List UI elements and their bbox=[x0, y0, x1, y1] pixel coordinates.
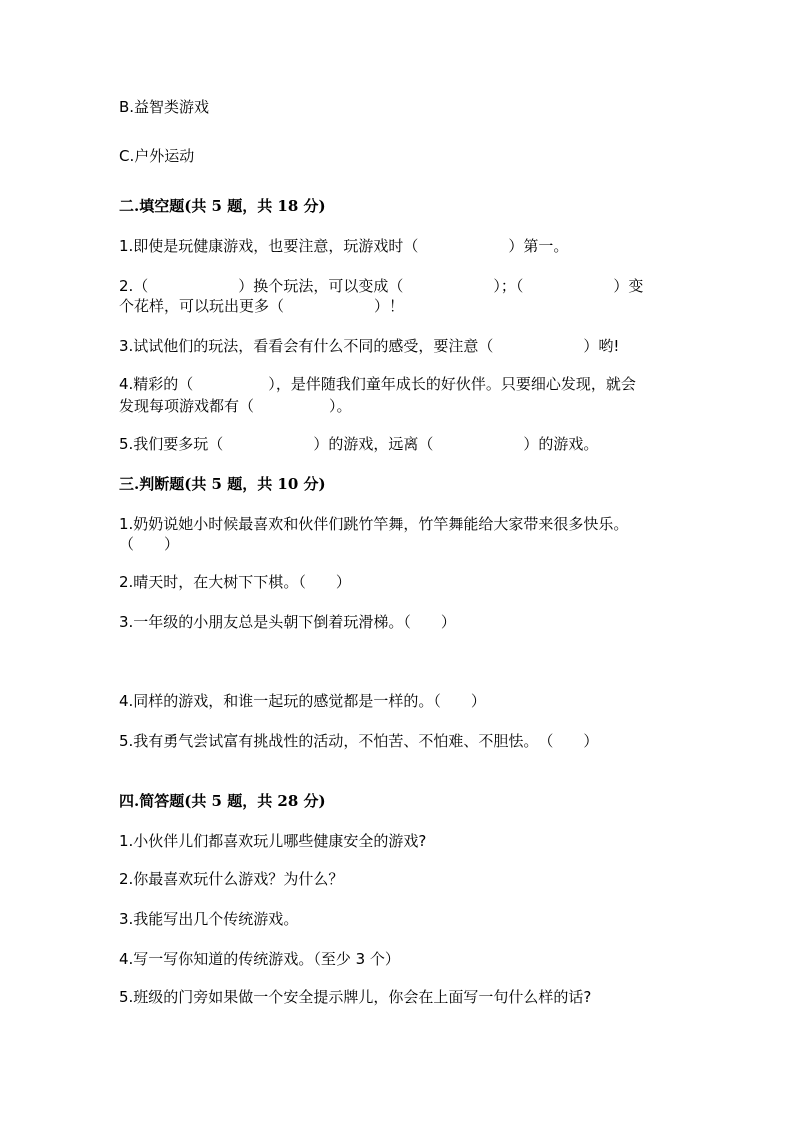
judge-question-5: 5.我有勇气尝试富有挑战性的活动，不怕苦、不怕难、不胆怯。 （ ） bbox=[119, 732, 599, 750]
short-question-5: 5.班级的门旁如果做一个安全提示牌儿，你会在上面写一句什么样的话? bbox=[119, 988, 592, 1006]
fill-question-4-line-2: 发现每项游戏都有（ ）。 bbox=[119, 397, 352, 415]
fill-question-3: 3.试试他们的玩法，看看会有什么不同的感受，要注意（ ）哟! bbox=[119, 337, 620, 355]
fill-question-1: 1.即使是玩健康游戏，也要注意，玩游戏时（ ）第一。 bbox=[119, 237, 569, 255]
fill-question-5: 5.我们要多玩（ ）的游戏，远离（ ）的游戏。 bbox=[119, 435, 599, 453]
option-b: B.益智类游戏 bbox=[119, 98, 210, 116]
section-heading-true-false: 三.判断题(共 5 题，共 10 分) bbox=[119, 475, 326, 493]
short-question-3: 3.我能写出几个传统游戏。 bbox=[119, 910, 299, 928]
option-c: C.户外运动 bbox=[119, 147, 195, 165]
short-question-4: 4.写一写你知道的传统游戏。（至少 3 个） bbox=[119, 950, 400, 968]
fill-question-4-line-1: 4.精彩的（ ），是伴随我们童年成长的好伙伴。只要细心发现，就会 bbox=[119, 375, 636, 393]
judge-question-2: 2.晴天时，在大树下下棋。（ ） bbox=[119, 573, 351, 591]
judge-question-3: 3.一年级的小朋友总是头朝下倒着玩滑梯。（ ） bbox=[119, 613, 456, 631]
section-heading-fill-in: 二.填空题(共 5 题，共 18 分) bbox=[119, 197, 326, 215]
judge-question-1-line-1: 1.奶奶说她小时候最喜欢和伙伴们跳竹竿舞，竹竿舞能给大家带来很多快乐。 bbox=[119, 515, 629, 533]
fill-question-2-line-2: 个花样，可以玩出更多（ ）！ bbox=[119, 297, 405, 315]
fill-question-2-line-1: 2.（ ）换个玩法，可以变成（ ）；（ ）变 bbox=[119, 277, 644, 295]
judge-question-4: 4.同样的游戏，和谁一起玩的感觉都是一样的。（ ） bbox=[119, 692, 486, 710]
section-heading-short-answer: 四.简答题(共 5 题，共 28 分) bbox=[119, 792, 326, 810]
short-question-1: 1.小伙伴儿们都喜欢玩儿哪些健康安全的游戏? bbox=[119, 832, 427, 850]
judge-question-1-line-2: （ ） bbox=[119, 535, 180, 553]
short-question-2: 2.你最喜欢玩什么游戏？为什么？ bbox=[119, 870, 344, 888]
